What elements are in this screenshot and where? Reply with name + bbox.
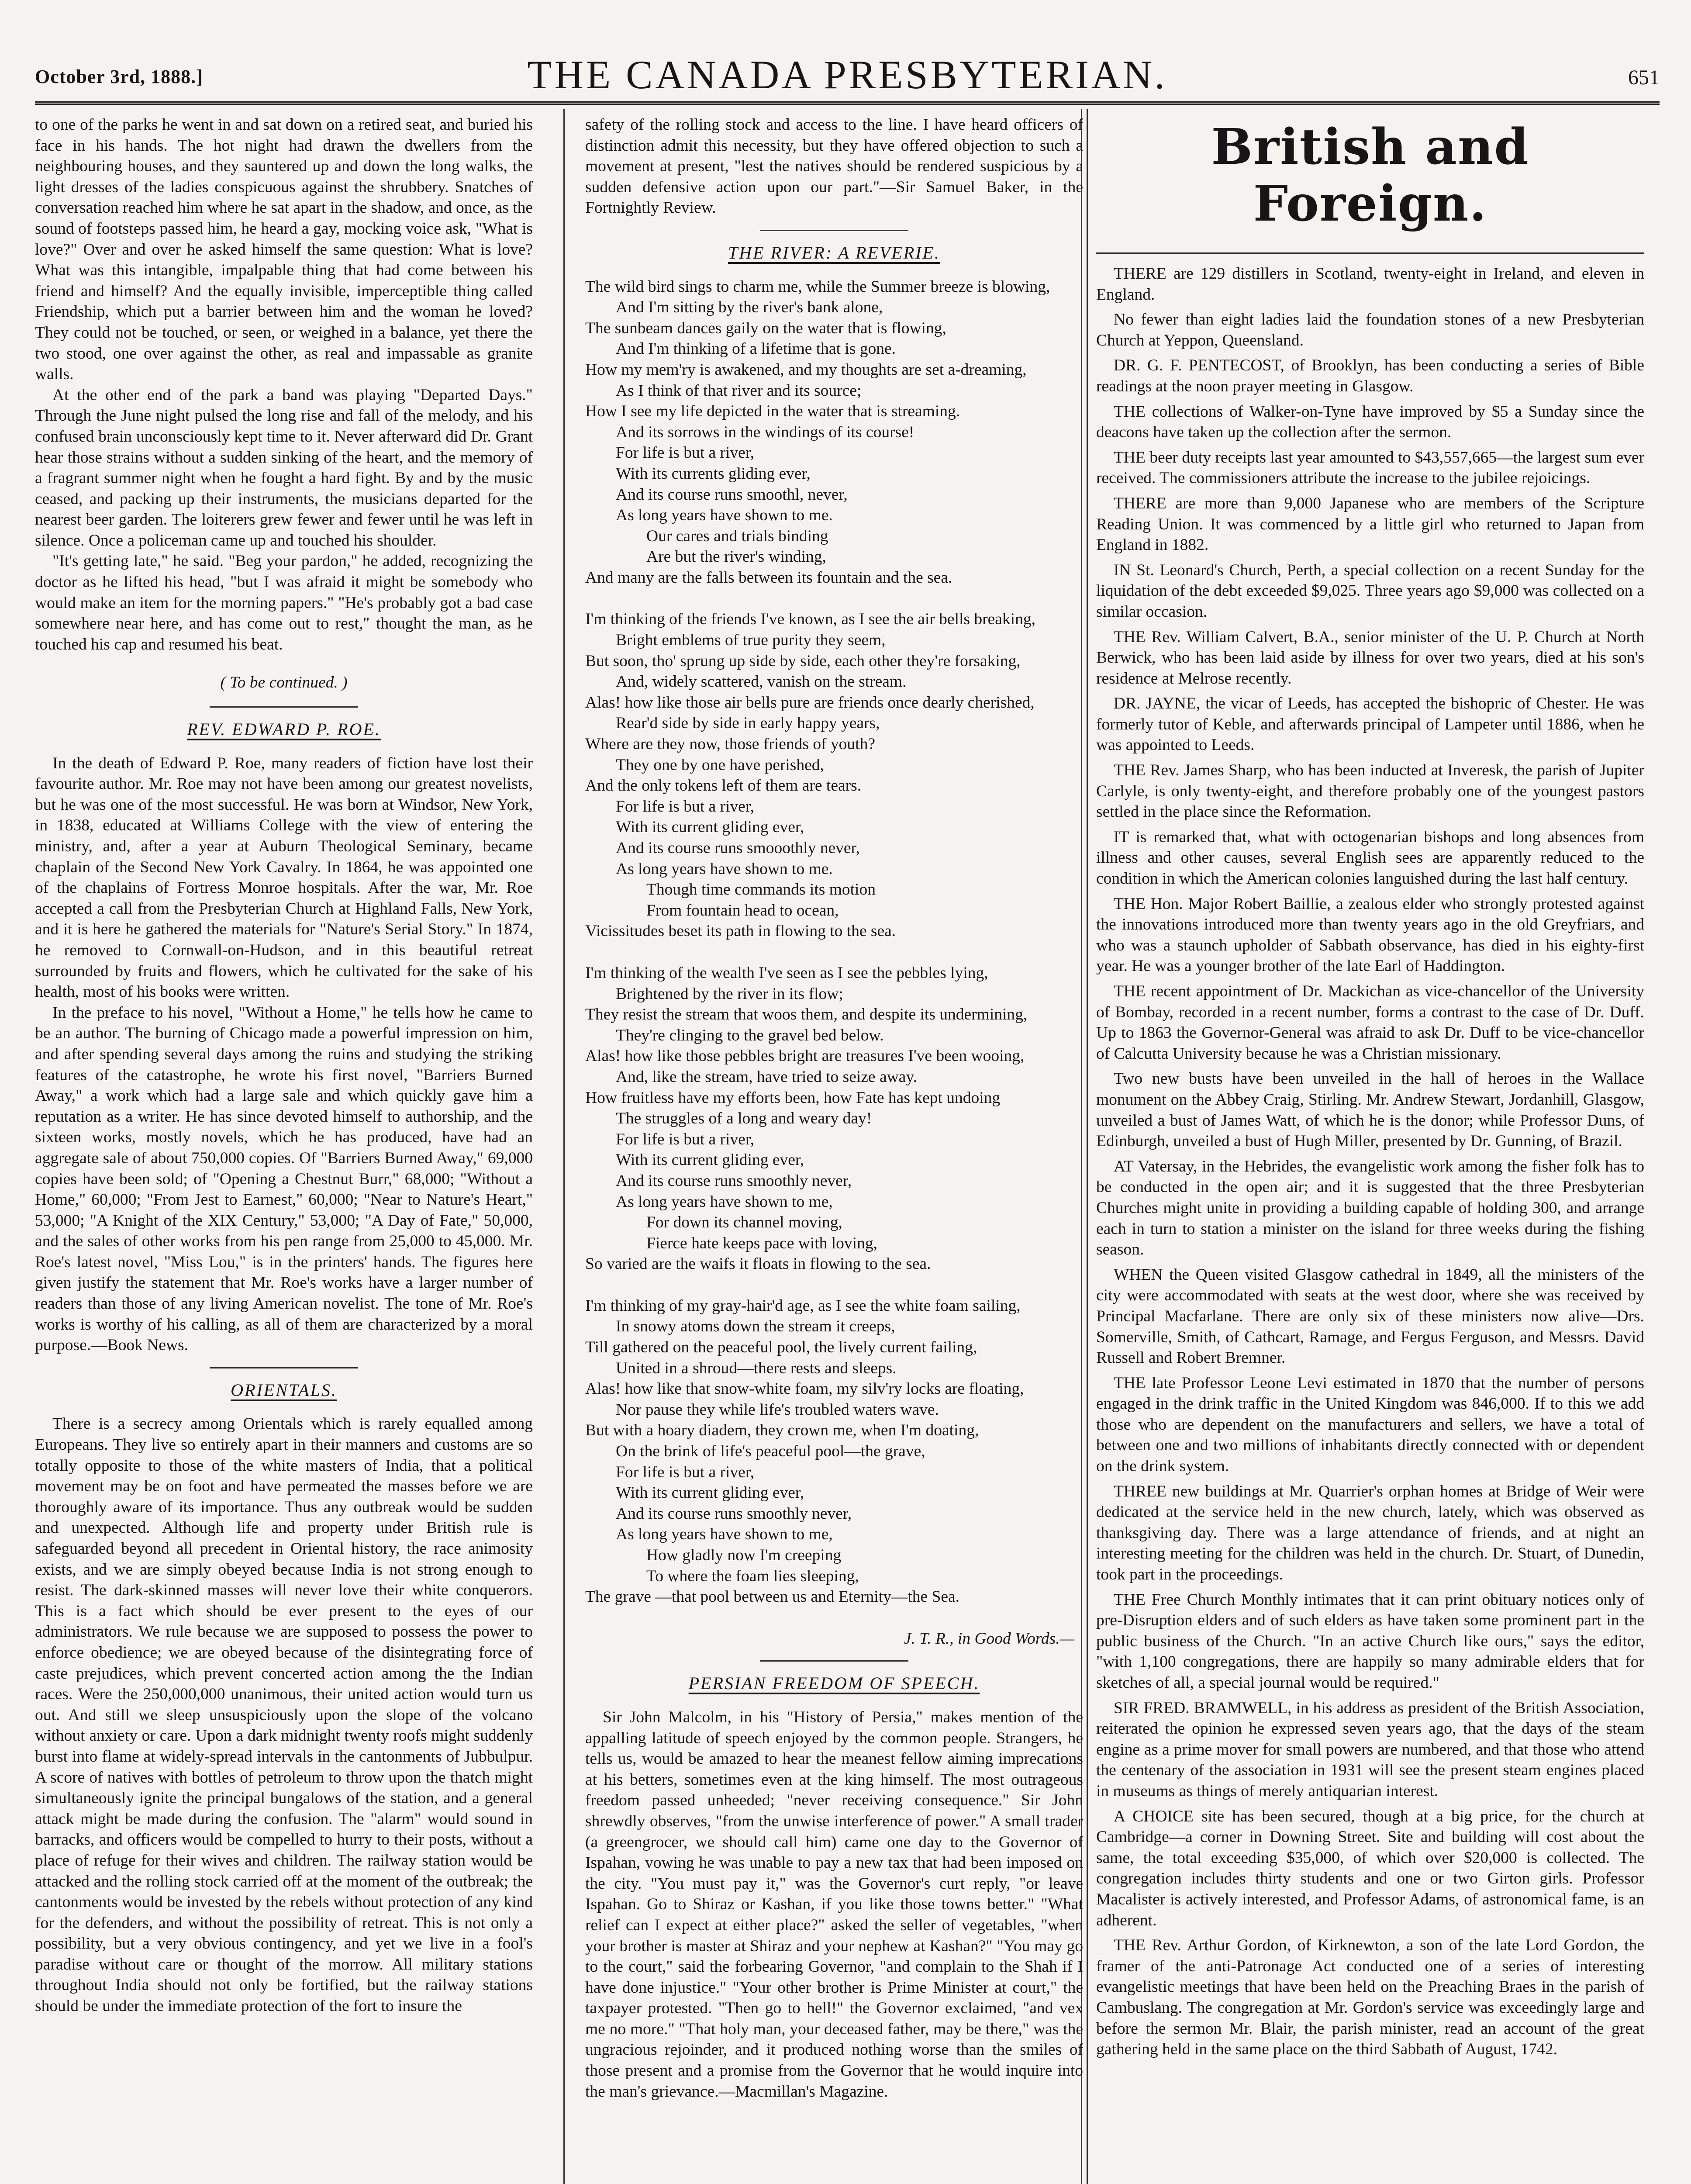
poem-signature: J. T. R., in Good Words.— [904, 1629, 1074, 1648]
poem-line: And, widely scattered, vanish on the stream. [616, 673, 907, 691]
news-item: No fewer than eight ladies laid the foundation stones of a new Presbyterian Church at Yeppon, Queensland. [1096, 311, 1644, 349]
news-item: THE recent appointment of Dr. Mackichan as vice-chancellor of the University of Bombay, recorded in a recent number, forms a contrast to the case of Dr. Duff. Up to 1863 the Governor-General was afraid to ask Dr. Duff to be vice-chancellor of Calcutta University because he was a Christian missionary. [1096, 982, 1644, 1063]
poem-line: But with a hoary diadem, they crown me, when I'm doating, [585, 1421, 979, 1440]
news-item: A CHOICE site has been secured, though at a big price, for the church at Cambridge—a corner in Downing Street. Site and building will cost about the same, the total exceeding $35,000, of which over $20,000 is collected. The congregation includes thirty students and one or two Girton girls. Professor Macalister is actively interested, and Professor Adams, of astronomical fame, is an adherent. [1096, 1807, 1644, 1929]
story-paragraph: At the other end of the park a band was playing "Departed Days." Through the June night pulsed the long rise and fall of the melody, and his confused brain unconsciously kept time to it. Never afterward did Dr. Grant hear those strains without a sudden sinking of the heart, and the memory of a fragrant summer night when he fought a hard fight. By and by the music ceased, and packing up their instruments, the musicians departed for the nearest beer garden. The loiterers grew fewer and fewer until he was left in silence. Once a policeman came up and touched his shoulder. [35, 386, 533, 549]
poem-line: To where the foam lies sleeping, [646, 1567, 859, 1585]
poem-line: How I see my life depicted in the water that is streaming. [585, 402, 960, 421]
story-paragraph: to one of the parks he went in and sat down on a retired seat, and buried his face in his hands. The hot night had drawn the dwellers from the neighbouring houses, and they sauntered up and down the long walks, the light dresses of the ladies conspicuous against the shrubbery. Snatches of conversation reached him where he sat apart in the shadow, and once, as the sound of footsteps passed him, he heard a gay, mocking voice ask, "What is love?" Over and over he asked himself the same question: What is love? What was this intangible, impalpable thing that had come between his friend and himself? And the equally invisible, imperceptible thing called Friendship, which put a barrier between him and the woman he loved? They could not be touched, or seen, or weighed in a balance, yet there the two stood, one over against the other, as real and impassable as granite walls. [35, 116, 533, 384]
poem-line: As long years have shown to me, [616, 1525, 833, 1544]
poem-line: For life is but a river, [616, 444, 755, 462]
poem-line: As long years have shown to me. [616, 860, 833, 878]
news-item: THERE are 129 distillers in Scotland, twenty-eight in Ireland, and eleven in England. [1096, 265, 1644, 304]
poem-stanza [585, 276, 1083, 588]
news-item: THREE new buildings at Mr. Quarrier's orphan homes at Bridge of Weir were dedicated at the service held in the new church, lately, which was observed as thanksgiving day. There was a large attendance of friends, and at night an interesting meeting for the children was held in the church. Dr. Stuart, of Dunedin, took part in the proceedings. [1096, 1482, 1644, 1584]
news-item: IN St. Leonard's Church, Perth, a special collection on a recent Sunday for the liquidation of the debt exceeded $9,025. Three years ago $9,000 was collected on a similar occasion. [1096, 561, 1644, 621]
persian-paragraph: Sir John Malcolm, in his "History of Persia," makes mention of the appalling latitude of speech enjoyed by the common people. Strangers, he tells us, would be amazed to hear the meanest fellow aiming imprecations at his betters, sometimes even at the king himself. The most outrageous freedom passed unheeded; "never receiving consequence." Sir John shrewdly observes, "from the unwise interference of power." A small trader (a greengrocer, we should call him) came one day to the Governor of Ispahan, vowing he was unable to pay a new tax that had been imposed on the city. "You must pay it," was the Governor's curt reply, "or leave Ispahan. Go to Shiraz or Kashan, if you like those towns better." "What relief can I expect at either place?" asked the seller of vegetables, "when your brother is master at Shiraz and your nephew at Kashan?" "You may go to the court," said the forbearing Governor, "and complain to the Shah if I have done injustice." "Your other brother is Prime Minister at court," the taxpayer protested. "Then go to hell!" the Governor exclaimed, "and vex me no more." "That holy man, your deceased father, may be there," was the ungracious rejoinder, and it produced nothing worse than the smiles of those present and a promise from the Governor that he would inquire into the man's grievance.—Macmillan's Magazine. [585, 1708, 1083, 2101]
poem-line: How gladly now I'm creeping [646, 1546, 842, 1564]
orientals-continuation: safety of the rolling stock and access to the line. I have heard officers of distinction admit this necessity, but they have offered objection to such a movement at present, "lest the natives should be rendered suspicious by a sudden defensive action upon our part."—Sir Samuel Baker, in the Fortnightly Review. [585, 116, 1083, 217]
section-rule [760, 1660, 908, 1662]
column-left [35, 114, 533, 2184]
poem-line: Our cares and trials binding [646, 527, 828, 545]
poem-stanza [585, 1296, 1083, 1607]
poem-line: And, like the stream, have tried to seize away. [616, 1068, 918, 1086]
poem-line: The grave —that pool between us and Eternity—the Sea. [585, 1588, 960, 1606]
column-right [1096, 114, 1644, 2184]
issue-date: October 3rd, 1888.] [35, 66, 203, 87]
page-header [35, 48, 1660, 100]
poem-title: THE RIVER: A REVERIE. [728, 242, 940, 263]
news-item: THE Rev. James Sharp, who has been inducted at Inveresk, the parish of Jupiter Carlyle, is only twenty-eight, and therefore probably one of the youngest pastors settled in the place since the Reformation. [1096, 761, 1644, 821]
orientals-article-title: ORIENTALS. [231, 1380, 337, 1400]
poem-line: And I'm thinking of a lifetime that is gone. [616, 340, 896, 358]
roe-paragraph: In the preface to his novel, "Without a Home," he tells how he came to be an author. The burning of Chicago made a powerful impression on him, and after spending several days among the ruins and studying the striking features of the catastrophe, he wrote his first novel, "Barriers Burned Away," a work which had a large sale and which quickly gave him a reputation as a writer. He has since devoted himself to authorship, and the sixteen works, mostly novels, which he has produced, have had an aggregate sale of about 750,000 copies. Of "Barriers Burned Away," 69,000 copies have been sold; of "Opening a Chestnut Burr," 68,000; "Without a Home," 60,000; "From Jest to Earnest," 60,000; "Near to Nature's Heart," 53,000; "A Knight of the XIX Century," 53,000; "A Day of Fate," 50,000, and the sales of other works from his pen range from 25,000 to 45,000. Mr. Roe's latest novel, "Miss Lou," is in the printers' hands. The figures here given justify the statement that Mr. Roe's works have a larger number of readers than those of any living American novelist. The tone of Mr. Roe's works is worthy of his calling, as all of them are characterized by a moral purpose.—Book News. [35, 1003, 533, 1355]
news-item: THE Hon. Major Robert Baillie, a zealous elder who strongly protested against the innovations introduced more than twenty years ago in the old Greyfriars, and who was a staunch upholder of Sabbath observance, has died in his eighty-first year. He was a younger brother of the late Earl of Haddington. [1096, 895, 1644, 975]
poem-line: And I'm sitting by the river's bank alone, [616, 298, 883, 317]
persian-article-title: PERSIAN FREEDOM OF SPEECH. [688, 1673, 980, 1693]
poem-stanza [585, 609, 1083, 942]
poem-line: From fountain head to ocean, [646, 901, 839, 919]
news-item: THE beer duty receipts last year amounted to $43,557,665—the largest sum ever received. The commissioners attribute the increase to the jubilee rejoicings. [1096, 448, 1644, 487]
news-item: Two new busts have been unveiled in the hall of heroes in the Wallace monument on the Abbey Craig, Stirling. Mr. Andrew Stewart, Jordanhill, Glasgow, unveiled a bust of James Watt, of which he is the donor; while Professor Duns, of Edinburgh, unveiled a bust of Hugh Miller, presented by Dr. Gunning, of Brazil. [1096, 1070, 1644, 1151]
poem-line: For down its channel moving, [646, 1213, 842, 1232]
poem-line: And its course runs smooothly never, [616, 839, 860, 857]
poem-line: They one by one have perished, [616, 756, 824, 774]
section-rule [210, 706, 358, 708]
poem-line: As I think of that river and its source; [616, 381, 862, 400]
to-be-continued: ( To be continued. ) [220, 674, 348, 692]
news-item: AT Vatersay, in the Hebrides, the evangelistic work among the fisher folk has to be conducted in the open air; and it is suggested that the three Presbyterian Churches might unite in providing a building capable of holding 300, and arrange each in turn to station a minister on the island for three weeks during the fishing season. [1096, 1157, 1644, 1259]
poem-line: With its current gliding ever, [616, 818, 804, 836]
news-item: WHEN the Queen visited Glasgow cathedral in 1849, all the ministers of the city were accommodated with seats at the west door, where she was received by Principal Macfarlane. There are only six of these ministers now alive—Drs. Somerville, Smith, of Cathcart, Ramage, and Fergus Ferguson, and Messrs. David Russell and Robert Bremner. [1096, 1265, 1644, 1367]
news-item: THE collections of Walker-on-Tyne have improved by $5 a Sunday since the deacons have taken up the collection after the sermon. [1096, 402, 1644, 442]
news-item: DR. JAYNE, the vicar of Leeds, has accepted the bishopric of Chester. He was formerly tutor of Keble, and afterwards principal of Lampeter until 1886, when he was appointed to Leeds. [1096, 695, 1644, 754]
poem-line: Bright emblems of true purity they seem, [616, 631, 886, 650]
news-item: THERE are more than 9,000 Japanese who are members of the Scripture Reading Union. It was commenced by a little girl who returned to Japan from England in 1882. [1096, 494, 1644, 554]
poem-line: The struggles of a long and weary day! [616, 1109, 872, 1128]
column-divider [1087, 109, 1088, 2184]
poem-line: For life is but a river, [616, 1463, 755, 1481]
poem-line: In snowy atoms down the stream it creeps, [616, 1317, 895, 1336]
masthead-title: THE CANADA PRESBYTERIAN. [527, 52, 1167, 97]
poem-line: Alas! how like those air bells pure are friends once dearly cherished, [585, 693, 1035, 712]
news-items [1096, 263, 1644, 2060]
news-item: IT is remarked that, what with octogenarian bishops and long absences from illness and other causes, several English sees are apparently reduced to the condition in which the American colonies languished during the last half century. [1096, 828, 1644, 888]
roe-article-title: REV. EDWARD P. ROE. [187, 719, 381, 740]
poem-line: And its sorrows in the windings of its course! [616, 423, 915, 441]
news-item: THE Rev. William Calvert, B.A., senior minister of the U. P. Church at North Berwick, who has been laid aside by illness for over two years, died at his son's residence at Melrose recently. [1096, 628, 1644, 688]
news-item: THE Rev. Arthur Gordon, of Kirknewton, a son of the late Lord Gordon, the framer of the anti-Patronage Act conducted one of a series of interesting evangelistic meetings that have been held on the Preaching Braes in the parish of Cambuslang. The congregation at Mr. Gordon's service was exceedingly large and before the sermon Mr. Blair, the parish minister, read an account of the great gathering held in the same place on the third Sabbath of August, 1742. [1096, 1936, 1644, 2059]
poem-line: The sunbeam dances gaily on the water that is flowing, [585, 319, 946, 337]
poem-line: Rear'd side by side in early happy years, [616, 714, 880, 733]
poem-line: They resist the stream that woos them, and despite its undermining, [585, 1006, 1028, 1024]
poem-line: Fierce hate keeps pace with loving, [646, 1234, 877, 1252]
news-item: THE Free Church Monthly intimates that it can print obituary notices only of pre-Disruption elders and of such elders as have taken some prominent part in the public business of the Church. "In an active Church like ours," says the editor, "with 1,100 congregations, there are happily so many admirable elders that for sketches of all, a special journal would be required." [1096, 1590, 1644, 1692]
poem-line: With its current gliding ever, [616, 1151, 804, 1169]
poem-line: How fruitless have my efforts been, how Fate has kept undoing [585, 1089, 1001, 1107]
news-item: DR. G. F. PENTECOST, of Brooklyn, has been conducting a series of Bible readings at the noon prayer meeting in Glasgow. [1096, 356, 1644, 395]
page-number: 651 [1628, 66, 1660, 89]
news-item: THE late Professor Leone Levi estimated in 1870 that the number of persons engaged in the drink traffic in the United Kingdom was 846,000. If to this we add those who are dependent on the manufacturers and sellers, we have a total of between one and two millions of inhabitants directly connected with or dependent on the drink system. [1096, 1374, 1644, 1476]
poem-line: So varied are the waifs it floats in flowing to the sea. [585, 1255, 931, 1273]
poem-line: How my mem'ry is awakened, and my thoughts are set a-dreaming, [585, 360, 1027, 379]
poem-line: Vicissitudes beset its path in flowing to the sea. [585, 922, 896, 940]
poem-line: And its course runs smoothly never, [616, 1171, 852, 1190]
poem-line: Nor pause they while life's troubled waters wave. [616, 1400, 939, 1419]
story-paragraph: "It's getting late," he said. "Beg your pardon," he added, recognizing the doctor as he lifted his head, "but I was afraid it might be somebody who would make an item for the morning papers." "He's probably got a bad case somewhere near here, and has come out to rest," thought the man, as he touched his cap and resumed his beat. [35, 552, 533, 653]
poem-line: They're clinging to the gravel bed below. [616, 1026, 884, 1044]
poem-line: Though time commands its motion [646, 881, 876, 899]
poem-line: Where are they now, those friends of youth? [585, 735, 875, 753]
section-rule [760, 230, 908, 231]
section-rule [210, 1367, 358, 1368]
poem-line: For life is but a river, [616, 797, 755, 816]
poem-line: Alas! how like that snow-white foam, my silv'ry locks are floating, [585, 1380, 1024, 1398]
poem-line: But soon, tho' sprung up side by side, each other they're forsaking, [585, 652, 1021, 670]
poem-line: And many are the falls between its fountain and the sea. [585, 568, 952, 587]
roe-paragraph: In the death of Edward P. Roe, many readers of fiction have lost their favourite author. Mr. Roe may not have been among our greatest novelists, but he was one of the most successful. He was born at Windsor, New York, in 1838, educated at Williams College with the view of entering the ministry, and, after a year at Auburn Theological Seminary, became chaplain of the Second New York Cavalry. In 1864, he was appointed one of the chaplains of Fortress Monroe hospitals. After the war, Mr. Roe accepted a call from the Presbyterian Church at Highland Falls, New York, and it is here he gathered the materials for "Nature's Serial Story." In 1874, he removed to Cornwall-on-Hudson, and in this beautiful retreat surrounded by fruits and flowers, which he cultivated for the sake of his health, most of his books were written. [35, 754, 533, 1001]
poem-line: Are but the river's winding, [646, 548, 826, 566]
orientals-paragraph: There is a secrecy among Orientals which is rarely equalled among Europeans. They live so entirely apart in their manners and customs are so totally opposite to those of the white masters of India, that a political movement may be on foot and have permeated the masses before we are thoroughly aware of its importance. Thus any outbreak would be sudden and unexpected. Although life and property under British rule is safeguarded beyond all precedent in Oriental history, the race animosity exists, and we are simply obeyed because India is not strong enough to resist. The dark-skinned masses will never love their white conquerors. This is a fact which should be ever present to the eyes of our administrators. We rule because we are supposed to possess the power to enforce obedience; we are obeyed because of the disintegrating force of caste prejudices, which prevent concerted action among the the Indian races. Were the 250,000,000 unanimous, their united action would turn us out. And still we sleep unsuspiciously upon the slope of the volcano without anxiety or care. Upon a dark midnight twenty roofs might suddenly burst into flame at widely-spread intervals in the cantonments of Jubbulpur. A score of natives with bottles of petroleum to throw upon the thatch might simultaneously ignite the principal bungalows of the station, and a general attack might be made during the confusion. The "alarm" would sound in barracks, and officers would be compelled to hurry to their posts, without a place of refuge for their wives and children. The railway station would be attacked and the rolling stock carried off at the moment of the outbreak; the cantonments would be invested by the rebels without protection of any kind for the defenders, and without the possibility of retreat. This is not only a possibility, but a very obvious contingency, and yet we live in a fool's paradise without care or thought of the morrow. All military stations throughout India should not only be fortified, but the railway stations should be under the immediate protection of the fort to insure the [35, 1415, 533, 2015]
poem-line: And the only tokens left of them are tears. [585, 777, 862, 795]
poem [585, 276, 1083, 1607]
poem-line: And its course runs smoothl, never, [616, 485, 848, 504]
poem-line: As long years have shown to me, [616, 1192, 833, 1211]
column-divider [563, 109, 565, 2184]
poem-line: For life is but a river, [616, 1130, 755, 1148]
poem-line: I'm thinking of the friends I've known, as I see the air bells breaking, [585, 610, 1035, 629]
news-item: SIR FRED. BRAMWELL, in his address as president of the British Association, reiterated the opinion he expressed seven years ago, that the days of the steam engine as a prime mover for small powers are numbered, and that those who attend the centenary of the association in 1931 will see the present steam engines placed in museums as things of merely antiquarian interest. [1096, 1699, 1644, 1800]
section-rule [1096, 252, 1644, 254]
header-rule [35, 101, 1660, 105]
poem-line: With its currents gliding ever, [616, 464, 811, 483]
poem-line: With its current gliding ever, [616, 1484, 804, 1502]
column-middle [585, 114, 1083, 2184]
poem-stanza [585, 963, 1083, 1275]
poem-line: Brightened by the river in its flow; [616, 985, 843, 1003]
poem-line: And its course runs smoothly never, [616, 1504, 852, 1523]
poem-line: The wild bird sings to charm me, while the Summer breeze is blowing, [585, 277, 1050, 296]
poem-line: Alas! how like those pebbles bright are treasures I've been wooing, [585, 1047, 1025, 1065]
poem-line: I'm thinking of my gray-hair'd age, as I see the white foam sailing, [585, 1296, 1021, 1315]
poem-line: As long years have shown to me. [616, 506, 833, 525]
poem-line: On the brink of life's peaceful pool—the grave, [616, 1442, 925, 1461]
poem-line: United in a shroud—there rests and sleeps. [616, 1359, 897, 1377]
poem-line: I'm thinking of the wealth I've seen as I see the pebbles lying, [585, 964, 988, 982]
british-foreign-heading: British and Foreign. [1211, 118, 1529, 232]
poem-line: Till gathered on the peaceful pool, the lively current failing, [585, 1338, 977, 1357]
